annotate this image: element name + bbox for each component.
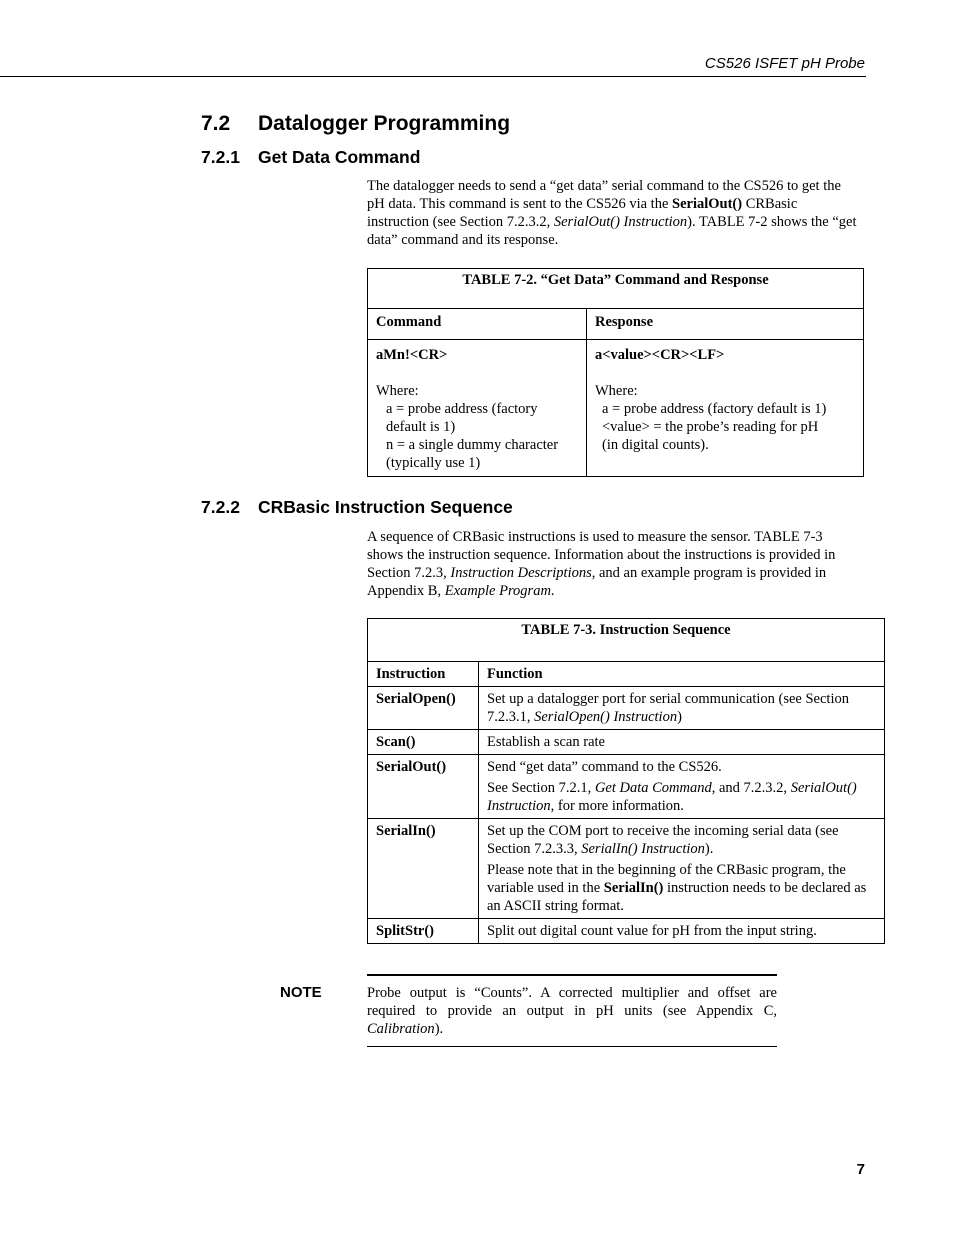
table-row bbox=[368, 687, 885, 730]
para-text: , and an example program is provided in Appendix B, bbox=[367, 565, 827, 599]
response-cell bbox=[587, 340, 864, 477]
response-line: <value> = the probe’s reading for pH bbox=[602, 419, 819, 435]
table-row bbox=[368, 730, 885, 755]
section-number: 7.2.1 bbox=[201, 147, 240, 167]
function-text: Set up the COM port to receive the incoming serial data (see Section 7.2.3.3, bbox=[487, 823, 839, 857]
note-italic: Calibration bbox=[367, 1021, 435, 1037]
para-text: The datalogger needs to send a “get data” serial command to the CS526 to get the pH data. This command is sent to the CS526 via the bbox=[367, 178, 841, 212]
response-code: a<value><CR><LF> bbox=[595, 347, 725, 363]
table-row bbox=[368, 755, 885, 819]
note-text: Probe output is “Counts”. A corrected multiplier and offset are required to provide an output in pH units (see Appendix C, bbox=[367, 985, 777, 1019]
command-cell bbox=[368, 340, 587, 477]
function-paragraph bbox=[487, 822, 876, 858]
para-italic: SerialOut() Instruction bbox=[553, 214, 688, 230]
table-instruction-sequence bbox=[367, 618, 885, 944]
paragraph-instruction-sequence bbox=[367, 528, 862, 600]
table-caption: TABLE 7-2. “Get Data” Command and Response bbox=[368, 269, 864, 309]
function-cell bbox=[479, 819, 885, 919]
command-line: a = probe address (factory bbox=[386, 401, 538, 417]
table-row bbox=[368, 919, 885, 944]
where-label: Where: bbox=[376, 383, 419, 399]
para-bold: SerialOut() bbox=[672, 196, 743, 212]
where-label: Where: bbox=[595, 383, 638, 399]
note-text: ). bbox=[434, 1021, 444, 1037]
function-italic: SerialIn() Instruction bbox=[581, 841, 705, 857]
instruction-name: SerialOut() bbox=[368, 755, 479, 819]
function-text: instruction needs to be declared as an ASCII string format. bbox=[487, 880, 867, 914]
column-header-instruction: Instruction bbox=[368, 662, 479, 687]
para-text: . bbox=[550, 583, 555, 599]
running-header: CS526 ISFET pH Probe bbox=[704, 55, 865, 72]
function-text: , and 7.2.3.2, bbox=[711, 780, 791, 796]
section-number: 7.2 bbox=[201, 112, 231, 135]
function-text: , for more information. bbox=[550, 798, 684, 814]
column-header-function: Function bbox=[479, 662, 885, 687]
command-line: default is 1) bbox=[386, 419, 456, 435]
function-paragraph bbox=[487, 779, 876, 815]
section-title: CRBasic Instruction Sequence bbox=[258, 497, 513, 517]
section-number: 7.2.2 bbox=[201, 497, 240, 517]
table-caption: TABLE 7-3. Instruction Sequence bbox=[368, 619, 885, 662]
command-code: aMn!<CR> bbox=[376, 347, 448, 363]
command-line: n = a single dummy character bbox=[386, 437, 559, 453]
table-get-data-command bbox=[367, 268, 864, 477]
section-title: Datalogger Programming bbox=[258, 112, 511, 135]
section-heading-7-2 bbox=[201, 112, 510, 136]
function-italic: Get Data Command bbox=[594, 780, 712, 796]
page-number: 7 bbox=[856, 1161, 865, 1178]
instruction-name: Scan() bbox=[368, 730, 479, 755]
function-text: ) bbox=[677, 709, 682, 725]
function-text: See Section 7.2.1, bbox=[487, 780, 595, 796]
instruction-name: SplitStr() bbox=[368, 919, 479, 944]
function-text: ). bbox=[704, 841, 714, 857]
header-rule bbox=[0, 76, 866, 77]
table-row bbox=[368, 819, 885, 919]
function-text: Send “get data” command to the CS526. bbox=[487, 759, 722, 775]
function-cell bbox=[479, 687, 885, 730]
column-header-command: Command bbox=[368, 309, 587, 340]
note-box bbox=[367, 974, 777, 1047]
function-text: Split out digital count value for pH from the input string. bbox=[487, 923, 817, 939]
para-text: ). TABLE 7-2 shows the “get data” command and its response. bbox=[367, 214, 857, 248]
instruction-name: SerialOpen() bbox=[368, 687, 479, 730]
para-text: CRBasic instruction (see Section 7.2.3.2, bbox=[367, 196, 798, 230]
function-text: Establish a scan rate bbox=[487, 734, 605, 750]
section-title: Get Data Command bbox=[258, 147, 421, 167]
function-cell bbox=[479, 730, 885, 755]
paragraph-get-data bbox=[367, 177, 862, 249]
function-italic: SerialOpen() Instruction bbox=[534, 709, 678, 725]
section-heading-7-2-2 bbox=[201, 497, 513, 518]
instruction-name: SerialIn() bbox=[368, 819, 479, 919]
function-bold: SerialIn() bbox=[603, 880, 664, 896]
function-cell bbox=[479, 919, 885, 944]
para-italic: Example Program bbox=[444, 583, 551, 599]
note-label: NOTE bbox=[280, 984, 322, 1001]
command-line: (typically use 1) bbox=[386, 455, 481, 471]
response-line: (in digital counts). bbox=[602, 437, 709, 453]
function-text: Set up a datalogger port for serial communication (see Section 7.2.3.1, bbox=[487, 691, 849, 725]
function-text: Please note that in the beginning of the CRBasic program, the variable used in the bbox=[487, 862, 846, 896]
response-line: a = probe address (factory default is 1) bbox=[602, 401, 827, 417]
para-italic: Instruction Descriptions bbox=[450, 565, 592, 581]
column-header-response: Response bbox=[587, 309, 864, 340]
section-heading-7-2-1 bbox=[201, 147, 420, 168]
function-cell bbox=[479, 755, 885, 819]
para-text: A sequence of CRBasic instructions is used to measure the sensor. TABLE 7-3 shows the instruction sequence. Information about the instructions is provided in Section 7.2.3, bbox=[367, 529, 836, 581]
function-paragraph bbox=[487, 861, 876, 915]
function-italic: SerialOut() Instruction bbox=[487, 780, 857, 814]
